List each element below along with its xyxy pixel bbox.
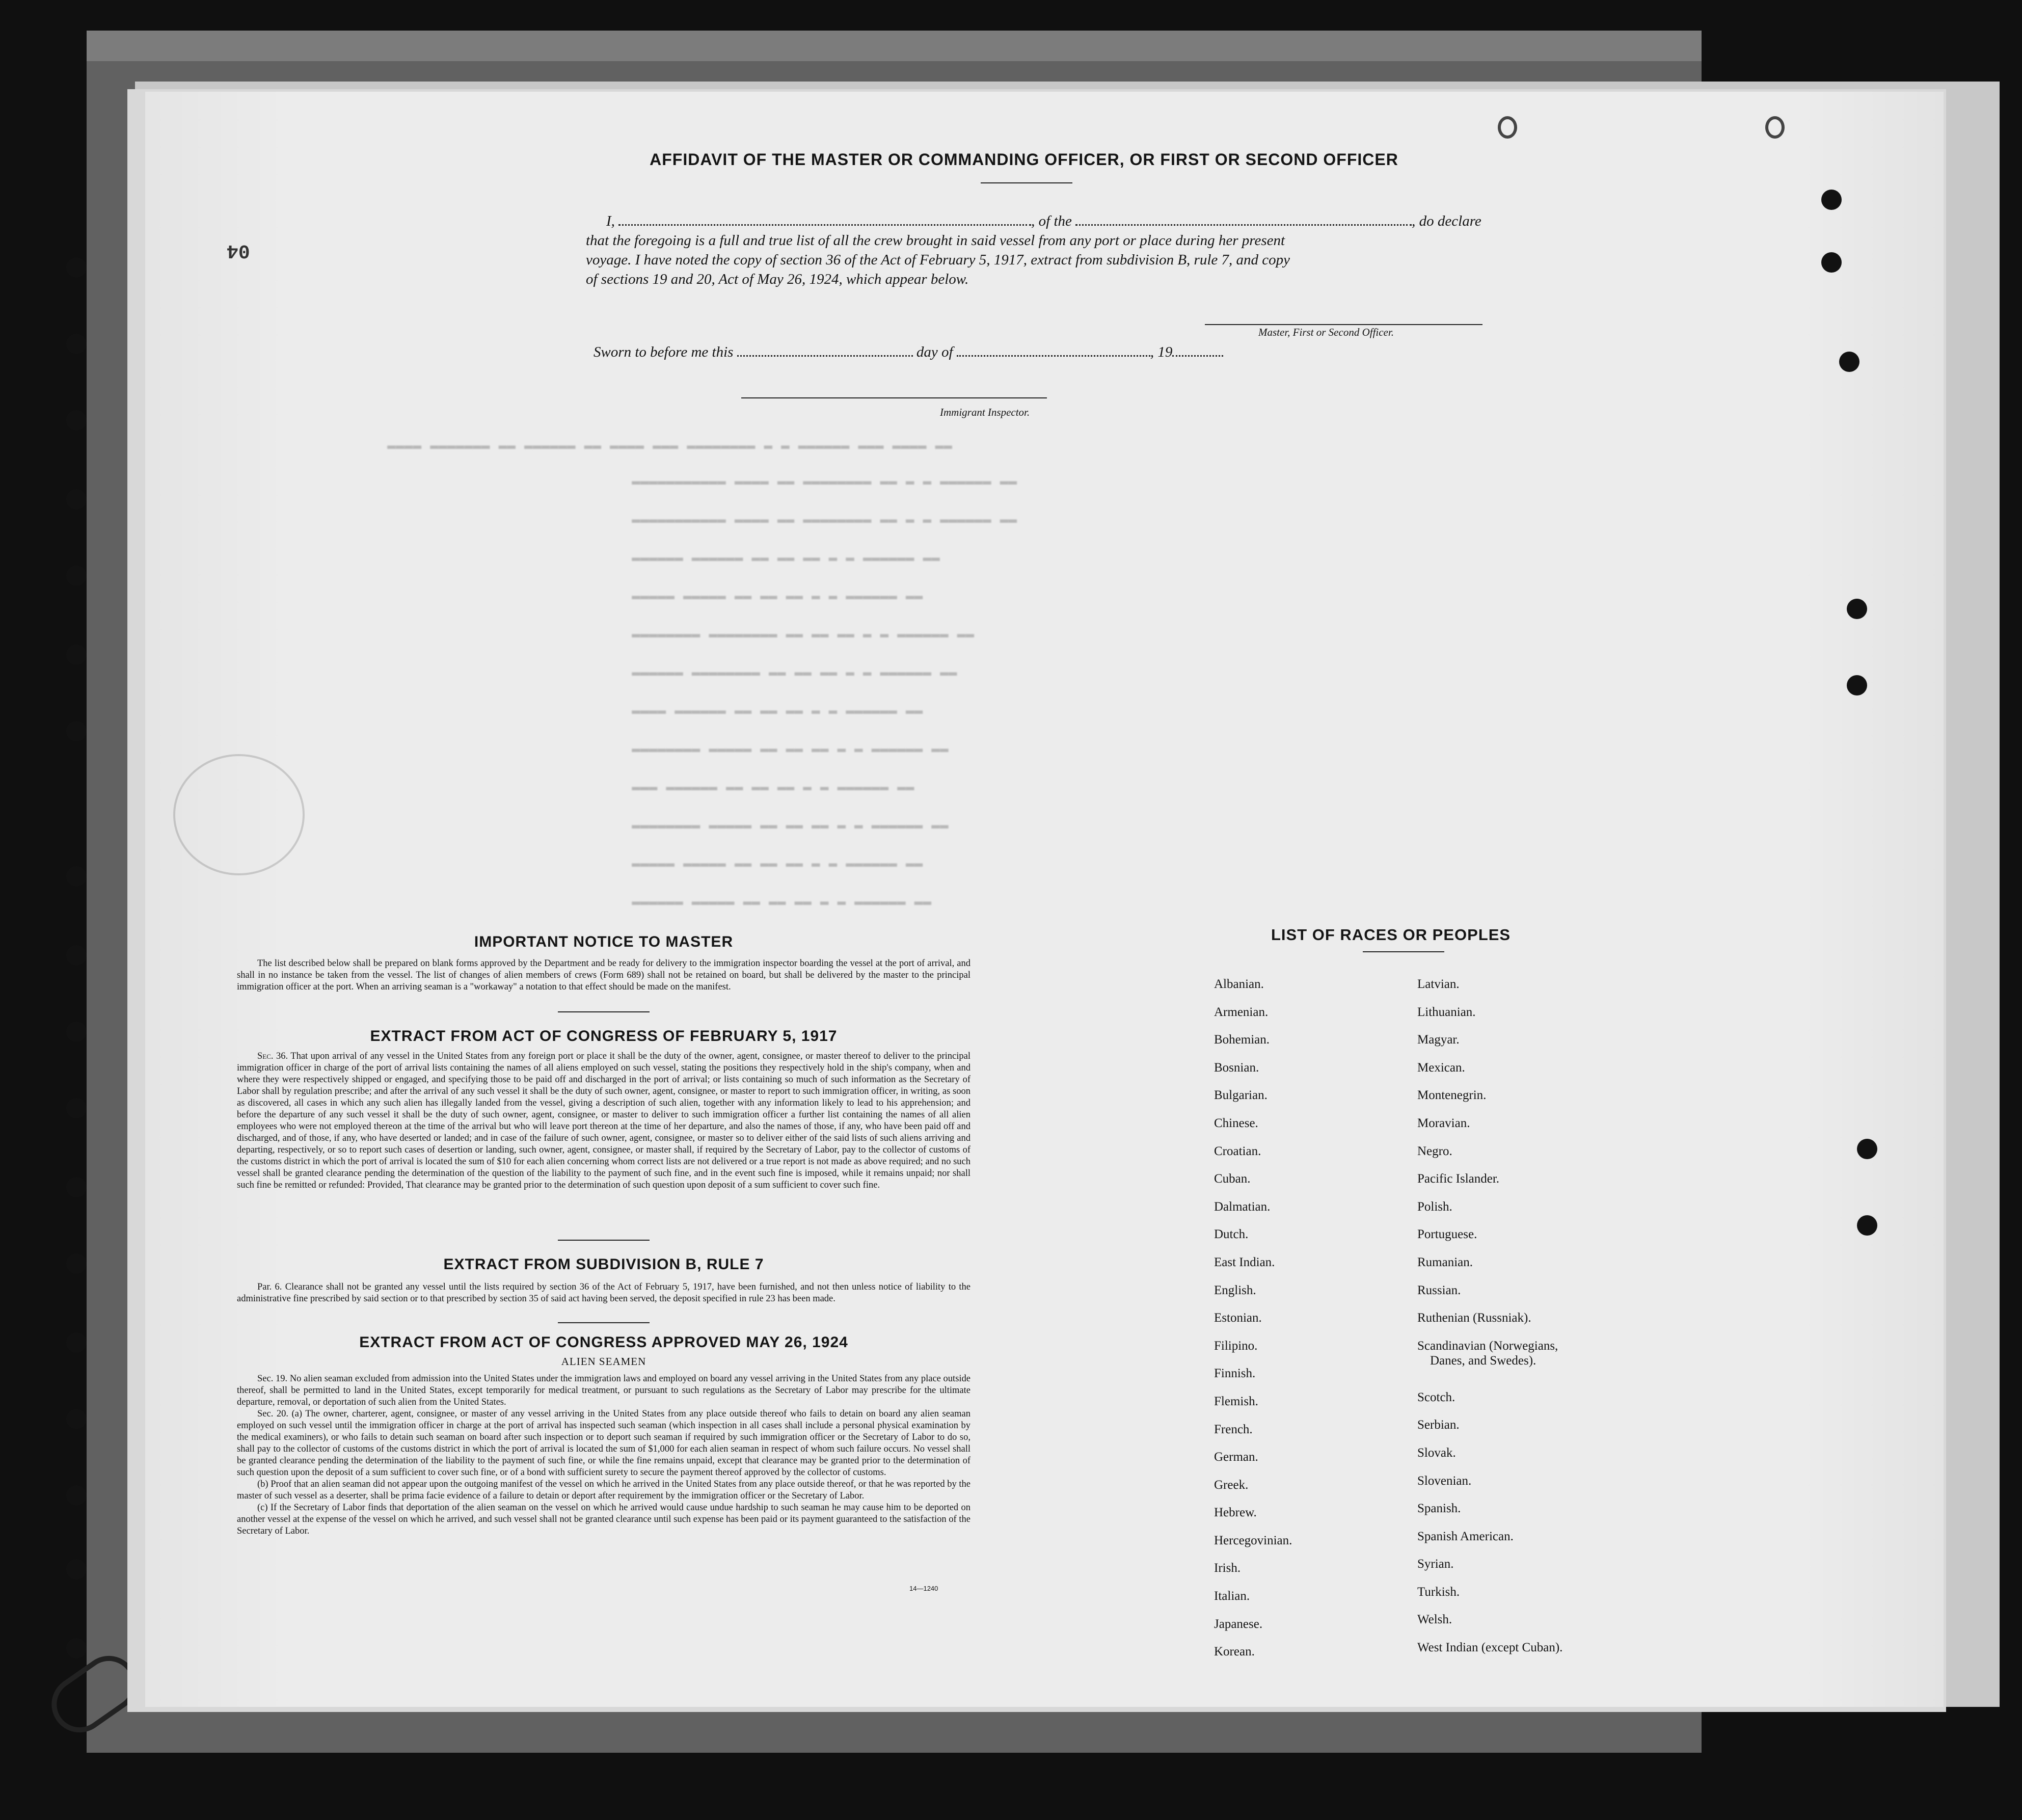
punch-hole — [66, 645, 87, 665]
notice-text: The list described below shall be prepared on blank forms approved by the Department and be ready for delivery to the immigration inspector boarding the vessel at the port of arrival, and shall in no instance be taken from the vessel. The list of changes of alien members of crews (Form 689) shall not be retained on board, but shall be delivered by the master to the principal immigration officer at the port. When an arriving seaman is a "workaway" a notation to that effect should be made on the manifest. — [237, 958, 970, 992]
punch-hole — [1857, 1215, 1877, 1236]
race-item: Slovak. — [1417, 1446, 1456, 1460]
race-item: Dutch. — [1214, 1227, 1249, 1242]
punch-hole — [66, 1253, 87, 1274]
race-item: Estonian. — [1214, 1311, 1262, 1325]
sworn-line: Sworn to before me this day of , 19 — [594, 344, 1223, 361]
punch-hole — [66, 566, 87, 586]
punch-hole — [1821, 252, 1842, 273]
punch-hole — [66, 410, 87, 431]
punch-hole — [66, 721, 87, 741]
notice-title: IMPORTANT NOTICE TO MASTER — [474, 933, 734, 950]
race-item: German. — [1214, 1450, 1258, 1464]
sworn-month-field[interactable] — [957, 355, 1150, 357]
backing-board-edge — [87, 31, 1702, 61]
race-item: Scotch. — [1417, 1390, 1455, 1404]
punch-hole — [66, 1177, 87, 1197]
race-item: Mexican. — [1417, 1060, 1465, 1075]
punch-hole — [66, 257, 87, 278]
alien-seamen-subtitle: ALIEN SEAMEN — [561, 1355, 646, 1368]
punch-hole-ring — [1498, 116, 1517, 139]
punch-hole — [66, 1559, 87, 1580]
race-item: Moravian. — [1417, 1116, 1470, 1130]
inspector-signature-caption: Immigrant Inspector. — [940, 406, 1030, 418]
race-item: East Indian. — [1214, 1255, 1275, 1269]
race-item: Cuban. — [1214, 1172, 1251, 1186]
race-item: Russian. — [1417, 1283, 1461, 1297]
race-item: Hercegovinian. — [1214, 1533, 1292, 1547]
sec-20b: (b) Proof that an alien seaman did not appear upon the outgoing manifest of the vessel on which he arrived in the United States from any place outside thereof, or that he was reported by the master of such vessel as a deserter, shall be prima facie evidence of a failure to detain or deport after requirement by the immigration officer or the Secretary of Labor. — [237, 1479, 970, 1501]
race-item: French. — [1214, 1422, 1253, 1436]
punch-hole — [66, 489, 87, 510]
affidavit-declaration — [586, 211, 1508, 289]
extract-rule7-text: Par. 6. Clearance shall not be granted any vessel until the lists required by section 36 of the Act of February 5, 1917, have been furnished, and not then unless notice of liability to the administrative fine prescribed by said section or to that prescribed by section 35 of said act having been served, the deposit specified in rule 23 has been made. — [237, 1282, 970, 1304]
punch-hole — [66, 334, 87, 354]
punch-hole — [1821, 190, 1842, 210]
race-item: Korean. — [1214, 1645, 1255, 1659]
race-item: Negro. — [1417, 1144, 1452, 1158]
master-signature-caption: Master, First or Second Officer. — [1258, 326, 1394, 338]
sec-20a: Sec. 20. (a) The owner, charterer, agent, consignee, or master of any vessel arriving in the United States from any place outside thereof who fails to detain on board any alien seaman employed on such vessel until the immigration officer in charge at the port of arrival has inspected such seaman (which inspection in all cases shall include a personal physical examination by the medical examiners), or who fails to detain such seaman on board after such inspection or to deport such seaman if required by such immigration officer or the Secretary of Labor to do so, shall pay to the collector of customs of the customs district in which the port of arrival is located the sum of $1,000 for each alien seaman in respect of whom such failure occurs. No vessel shall be granted clearance pending the determination of the liability to the payment of such fine, or while the fine remains unpaid, except that clearance may be granted prior to the determination of such question upon the deposit of a sum sufficient to cover such fine, or of a bond with sufficient surety to secure the payment thereof approved by the collector of customs. — [237, 1409, 970, 1478]
race-item: Bulgarian. — [1214, 1088, 1268, 1103]
declaration-line-3: voyage. I have noted the copy of section 36 of the Act of February 5, 1917, extract from subdivision B, rule 7, and copy — [586, 252, 1290, 268]
race-item: Italian. — [1214, 1589, 1250, 1603]
sworn-day-field[interactable] — [737, 355, 913, 357]
extract-1917-title: EXTRACT FROM ACT OF CONGRESS OF FEBRUARY 5, 1917 — [370, 1028, 838, 1045]
race-item: Dalmatian. — [1214, 1199, 1271, 1214]
race-item: Turkish. — [1417, 1585, 1460, 1599]
race-item: Serbian. — [1417, 1418, 1460, 1432]
sec-20c: (c) If the Secretary of Labor finds that deportation of the alien seaman on the vessel on which he arrived would cause undue hardship to such seaman he may cause him to be deported on another vessel at the expense of the vessel on which he arrived, and such vessel shall not be granted clearance until such expense has been paid or its payment guaranteed to the satisfaction of the Secretary of Labor. — [237, 1503, 970, 1536]
race-item: Pacific Islander. — [1417, 1172, 1500, 1186]
races-title: LIST OF RACES OR PEOPLES — [1271, 926, 1511, 944]
title-underline — [981, 182, 1072, 183]
bleed-through-texture: ▬▬ ▬▬▬▬ ▬▬▬ ▬▬▬▬▬▬ ▬ ▬ ▬▬▬▬▬▬▬▬ ▬▬▬ ▬▬▬▬ ▬▬ ▬▬▬▬▬▬ ▬▬ ▬▬▬▬▬▬▬ ▬▬▬▬ ▬▬ ▬▬▬▬▬▬ ▬ ▬ ▬▬ ▬▬▬▬▬▬▬▬ ▬▬ ▬▬▬▬ ▬▬▬▬▬▬▬▬▬▬▬ ▬▬ ▬▬▬▬▬▬ ▬ ▬ ▬▬ ▬▬▬▬▬▬▬▬ ▬▬ ▬▬▬▬ ▬▬▬▬▬▬▬▬▬▬▬ ▬▬ ▬▬▬▬▬▬ ▬ ▬ ▬▬ ▬▬ ▬▬ ▬▬▬▬▬▬ ▬▬▬▬▬▬ ▬▬ ▬▬▬▬▬▬ ▬ ▬ ▬▬ ▬▬ ▬▬ ▬▬▬▬▬ ▬▬▬▬▬ ▬▬ ▬▬▬▬▬▬ ▬ ▬ ▬▬ ▬▬ ▬▬ ▬▬▬▬▬▬▬▬ ▬▬▬▬▬▬▬▬ ▬▬ ▬▬▬▬▬▬ ▬ ▬ ▬▬ ▬▬ ▬▬ ▬▬▬▬▬▬▬▬ ▬▬▬▬▬▬ ▬▬ ▬▬▬▬▬▬ ▬ ▬ ▬▬ ▬▬ ▬▬ ▬▬▬▬▬▬ ▬▬▬▬ ▬▬ ▬▬▬▬▬▬ ▬ ▬ ▬▬ ▬▬ ▬▬ ▬▬▬▬▬ ▬▬▬▬▬▬▬▬ ▬▬ ▬▬▬▬▬▬ ▬ ▬ ▬▬ ▬▬ ▬▬ ▬▬▬▬▬▬ ▬▬▬ ▬▬ ▬▬▬▬▬▬ ▬ ▬ ▬▬ ▬▬ ▬▬ ▬▬▬▬▬ ▬▬▬▬▬▬▬▬ ▬▬ ▬▬▬▬▬▬ ▬ ▬ ▬▬ ▬▬ ▬▬ ▬▬▬▬▬ ▬▬▬▬▬ ▬▬ ▬▬▬▬▬▬ ▬ ▬ ▬▬ ▬▬ ▬▬ ▬▬▬▬▬ ▬▬▬▬▬▬ — [387, 438, 1017, 910]
punch-hole — [1839, 352, 1859, 372]
form-number: 14—1240 — [909, 1585, 938, 1592]
race-item: Croatian. — [1214, 1144, 1261, 1158]
sworn-year-field[interactable] — [1172, 355, 1223, 357]
punch-hole — [66, 866, 87, 887]
race-item: Montenegrin. — [1417, 1088, 1487, 1103]
margin-mark: 04 — [227, 239, 250, 261]
race-item: Bohemian. — [1214, 1033, 1270, 1047]
punch-hole — [66, 1638, 87, 1658]
declaration-line-4: of sections 19 and 20, Act of May 26, 1924, which appear below. — [586, 271, 969, 287]
race-item: Flemish. — [1214, 1394, 1258, 1408]
declaration-line-1: I, , of the , do declare — [606, 213, 1481, 229]
race-item: Irish. — [1214, 1561, 1241, 1575]
declaration-line-2: that the foregoing is a full and true list of all the crew brought in said vessel from any port or place during her present — [586, 232, 1285, 249]
section-divider — [558, 1240, 650, 1241]
race-item: Slovenian. — [1417, 1474, 1472, 1488]
race-item: Armenian. — [1214, 1005, 1269, 1019]
race-item: Magyar. — [1417, 1033, 1460, 1047]
inspector-signature-line[interactable] — [741, 397, 1047, 398]
race-item: Lithuanian. — [1417, 1005, 1476, 1019]
race-item: Latvian. — [1417, 977, 1460, 991]
punch-hole — [66, 1098, 87, 1118]
punch-hole — [66, 1409, 87, 1429]
race-item: Syrian. — [1417, 1557, 1454, 1571]
race-item: Spanish American. — [1417, 1529, 1514, 1543]
race-item: Polish. — [1417, 1199, 1452, 1214]
punch-hole — [1847, 675, 1867, 695]
punch-hole — [1847, 599, 1867, 619]
race-item: Japanese. — [1214, 1617, 1263, 1631]
race-item: Greek. — [1214, 1478, 1249, 1492]
race-item-scandinavian: Scandinavian (Norwegians, Danes, and Swedes). — [1417, 1339, 1558, 1368]
race-item: Ruthenian (Russniak). — [1417, 1311, 1531, 1325]
race-item: Spanish. — [1417, 1502, 1461, 1516]
punch-hole — [66, 1022, 87, 1042]
races-column-1 — [1214, 977, 1357, 1673]
extract-1924-text — [237, 1373, 970, 1537]
race-item: Welsh. — [1417, 1613, 1452, 1627]
punch-hole — [66, 1485, 87, 1506]
race-item: Chinese. — [1214, 1116, 1258, 1130]
punch-hole — [1857, 1139, 1877, 1159]
sec-19: Sec. 19. No alien seaman excluded from admission into the United States under the immigration laws and employed on board any vessel arriving in the United States from any place outside thereof, shall be permitted to land in the United States, except temporarily for medical treatment, or pursuant to such regulations as the Secretary of Labor may prescribe for the ultimate departure, removal, or deportation of such alien from the United States. — [237, 1374, 970, 1407]
race-item: Portuguese. — [1417, 1227, 1477, 1242]
master-signature-line[interactable] — [1205, 324, 1482, 325]
races-column-2 — [1417, 977, 1662, 1669]
race-item: Rumanian. — [1417, 1255, 1473, 1269]
extract-1917-text: Sec. 36. That upon arrival of any vessel in the United States from any foreign port or place it shall be the duty of the owner, agent, consignee, or master thereof to deliver to the principal immigration officer in charge of the port of arrival lists containing the names of all aliens employed on such vessel, stating the positions they respectively hold in the ship's company, when and where they were respectively shipped or engaged, and specifying those to be paid off and discharged in the port of arrival; or lists containing so much of such information as the Secretary of Labor shall by regulation prescribe; and after the arrival of any such vessel it shall be the duty of such owner, agent, consignee, or master to report to such immigration officer, in writing, as soon as discovered, all cases in which any such alien has illegally landed from the vessel, giving a description of such alien, together with any information likely to lead to his apprehension; and before the departure of any such vessel it shall be the duty of such owner, agent, consignee, or master to deliver to such immigration officer a further list containing the names of all alien employees who were not employed thereon at the time of the arrival but who will leave port thereon at the time of her departure, and also the names of those, if any, who have been paid off and discharged, and of those, if any, who have deserted or landed; and in case of the failure of such owner, agent, consignee, or master so to deliver either of the said lists of such aliens arriving and departing, respectively, or so to report such cases of desertion or landing, such owner, agent, consignee, or master shall, if required by the Secretary of Labor, pay to the collector of customs of the customs district in which the port of arrival is located the sum of $10 for each alien concerning whom correct lists are not delivered or a true report is not made as above required; and no such vessel shall be granted clearance pending the determination of the question of the liability to the payment of such fine, and in the event such fine is imposed, while it remains unpaid; nor shall such fine be remitted or refunded: Provided, That clearance may be granted prior to the determination of such question upon deposit of a sum sufficient to cover such fine. — [237, 1051, 970, 1190]
faint-seal — [173, 754, 305, 875]
race-item: Hebrew. — [1214, 1506, 1257, 1520]
race-item: Albanian. — [1214, 977, 1264, 991]
punch-hole — [66, 1332, 87, 1353]
extract-rule7-title: EXTRACT FROM SUBDIVISION B, RULE 7 — [443, 1256, 764, 1273]
vessel-name-field[interactable] — [1075, 224, 1412, 226]
races-title-underline — [1363, 951, 1444, 952]
affidavit-title: AFFIDAVIT OF THE MASTER OR COMMANDING OFFICER, OR FIRST OR SECOND OFFICER — [650, 150, 1398, 169]
race-item: Finnish. — [1214, 1367, 1256, 1381]
race-item: Filipino. — [1214, 1339, 1258, 1353]
extract-1924-title: EXTRACT FROM ACT OF CONGRESS APPROVED MAY 26, 1924 — [359, 1334, 848, 1351]
punch-hole-ring — [1765, 116, 1785, 139]
section-divider — [558, 1322, 650, 1323]
race-item: West Indian (except Cuban). — [1417, 1641, 1563, 1655]
punch-hole — [66, 945, 87, 966]
race-item: Bosnian. — [1214, 1060, 1259, 1075]
master-name-field[interactable] — [618, 224, 1031, 226]
section-divider — [558, 1011, 650, 1012]
race-item: English. — [1214, 1283, 1256, 1297]
